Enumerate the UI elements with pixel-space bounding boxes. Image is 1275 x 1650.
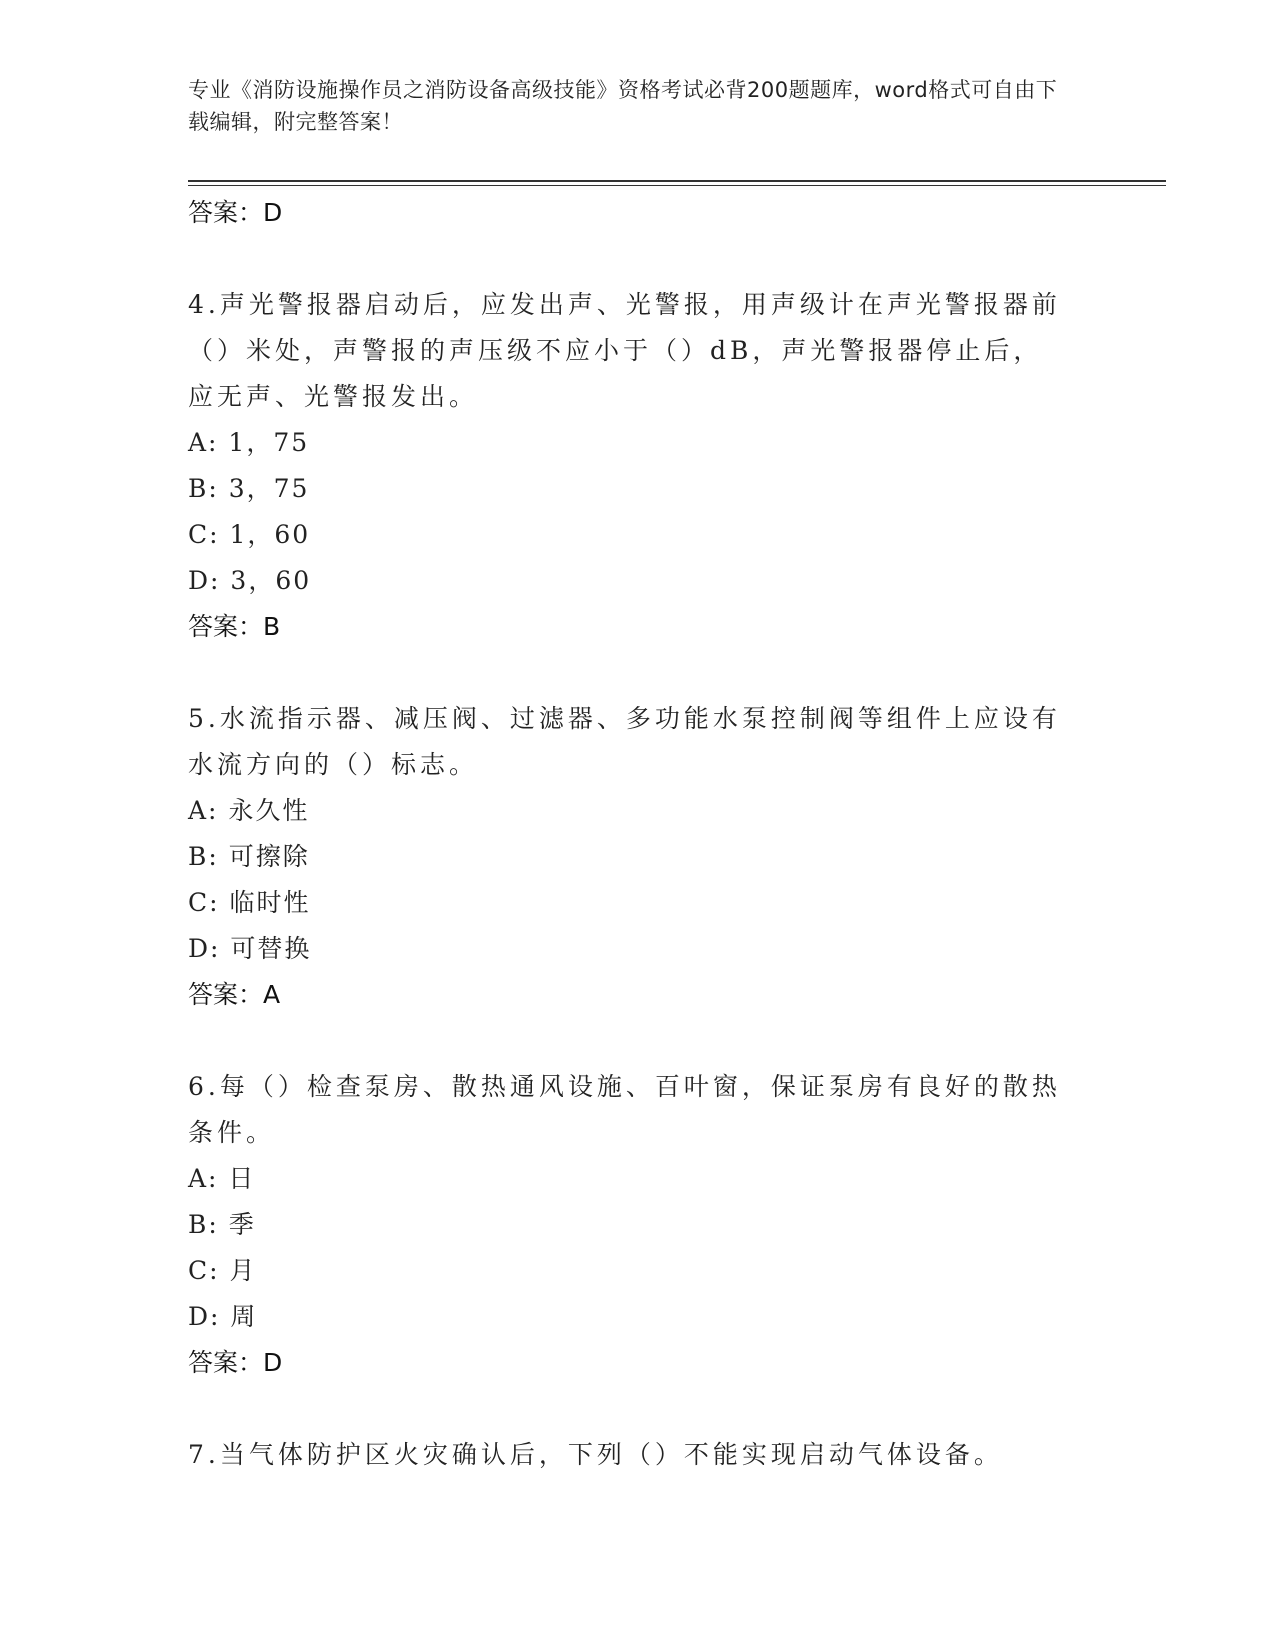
option-c: C: 临时性 bbox=[188, 888, 311, 917]
question-text: 5.水流指示器、减压阀、过滤器、多功能水泵控制阀等组件上应设有水流方向的（）标志。 bbox=[188, 704, 1061, 779]
option-a: A: 永久性 bbox=[188, 796, 310, 825]
spacer bbox=[188, 650, 1068, 696]
page-header: 专业《消防设施操作员之消防设备高级技能》资格考试必背200题题库，word格式可自由下载编辑，附完整答案！ bbox=[188, 78, 1058, 134]
option-d: D: 3，60 bbox=[188, 566, 312, 595]
option-c: C: 月 bbox=[188, 1256, 257, 1285]
answer-line: 答案：D bbox=[188, 198, 283, 227]
option-d: D: 周 bbox=[188, 1302, 258, 1331]
question-block bbox=[188, 1432, 1068, 1478]
header-divider bbox=[188, 180, 1166, 182]
option-d: D: 可替换 bbox=[188, 934, 312, 963]
option-b: B: 季 bbox=[188, 1210, 256, 1239]
answer-line: 答案：D bbox=[188, 1348, 283, 1377]
question-text: 6.每（）检查泵房、散热通风设施、百叶窗，保证泵房有良好的散热条件。 bbox=[188, 1072, 1061, 1147]
option-b: B: 3，75 bbox=[188, 474, 310, 503]
spacer bbox=[188, 236, 1068, 282]
question-list bbox=[188, 190, 1068, 1478]
option-c: C: 1，60 bbox=[188, 520, 311, 549]
spacer bbox=[188, 1386, 1068, 1432]
option-a: A: 日 bbox=[188, 1164, 256, 1193]
question-text: 4.声光警报器启动后，应发出声、光警报，用声级计在声光警报器前（）米处，声警报的声压级不应小于（）dB，声光警报器停止后，应无声、光警报发出。 bbox=[188, 290, 1061, 411]
question-text: 7.当气体防护区火灾确认后，下列（）不能实现启动气体设备。 bbox=[188, 1440, 1003, 1469]
spacer bbox=[188, 1018, 1068, 1064]
question-block bbox=[188, 696, 1068, 1018]
question-block bbox=[188, 1064, 1068, 1386]
question-block bbox=[188, 282, 1068, 650]
option-a: A: 1，75 bbox=[188, 428, 310, 457]
answer-line: 答案：B bbox=[188, 612, 281, 641]
option-b: B: 可擦除 bbox=[188, 842, 310, 871]
answer-line: 答案：A bbox=[188, 980, 281, 1009]
header-divider-thin bbox=[188, 185, 1166, 186]
